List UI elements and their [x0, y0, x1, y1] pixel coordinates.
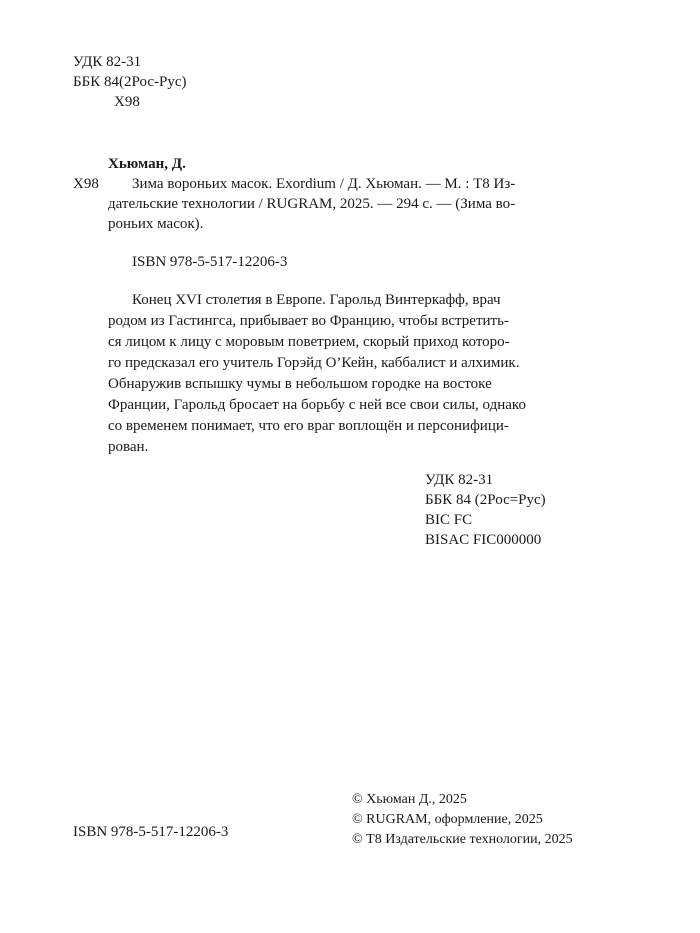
annotation-line: родом из Гастингса, прибывает во Францию, чтобы встретить- [108, 313, 509, 329]
annotation-line: Обнаружив вспышку чумы в небольшом городке на востоке [108, 376, 492, 392]
bibliographic-line: дательские технологии / RUGRAM, 2025. — 294 с. — (Зима во- [108, 196, 516, 212]
author-mark-top: Х98 [114, 94, 140, 110]
annotation-line: со временем понимает, что его враг воплощён и персонифици- [108, 418, 509, 434]
annotation [108, 290, 580, 458]
classification-udk: УДК 82-31 [425, 472, 494, 488]
bibliographic-line: роньих масок). [108, 216, 204, 232]
classification-bic: BIC FC [425, 512, 473, 528]
bbk-code: ББК 84(2Рос-Рус) [73, 74, 187, 90]
annotation-line: ся лицом к лицу с моровым поветрием, скорый приход которо- [108, 334, 510, 350]
classification-block [425, 470, 546, 550]
classification-bbk: ББК 84 (2Рос=Рус) [425, 492, 546, 508]
annotation-line: Франции, Гарольд бросает на борьбу с ней все свои силы, однако [108, 397, 526, 413]
copyright-publisher: © Т8 Издательские технологии, 2025 [352, 832, 573, 847]
annotation-line: рован. [108, 439, 149, 455]
isbn-footer: ISBN 978-5-517-12206-3 [73, 824, 229, 840]
copyright-design: © RUGRAM, оформление, 2025 [352, 812, 543, 827]
classification-bisac: BISAC FIC000000 [425, 532, 542, 548]
isbn-record: ISBN 978-5-517-12206-3 [132, 254, 288, 270]
udk-code: УДК 82-31 [73, 54, 142, 70]
copyright-block [352, 790, 573, 850]
author-heading: Хьюман, Д. [108, 156, 186, 172]
bibliographic-line: Зима вороньих масок. Exordium / Д. Хьюман. — М. : Т8 Из- [132, 176, 516, 192]
annotation-line: го предсказал его учитель Горэйд О’Кейн, каббалист и алхимик. [108, 355, 520, 371]
author-mark: Х98 [73, 176, 99, 192]
copyright-author: © Хьюман Д., 2025 [352, 792, 467, 807]
annotation-line: Конец XVI столетия в Европе. Гарольд Винтеркафф, врач [132, 292, 501, 308]
